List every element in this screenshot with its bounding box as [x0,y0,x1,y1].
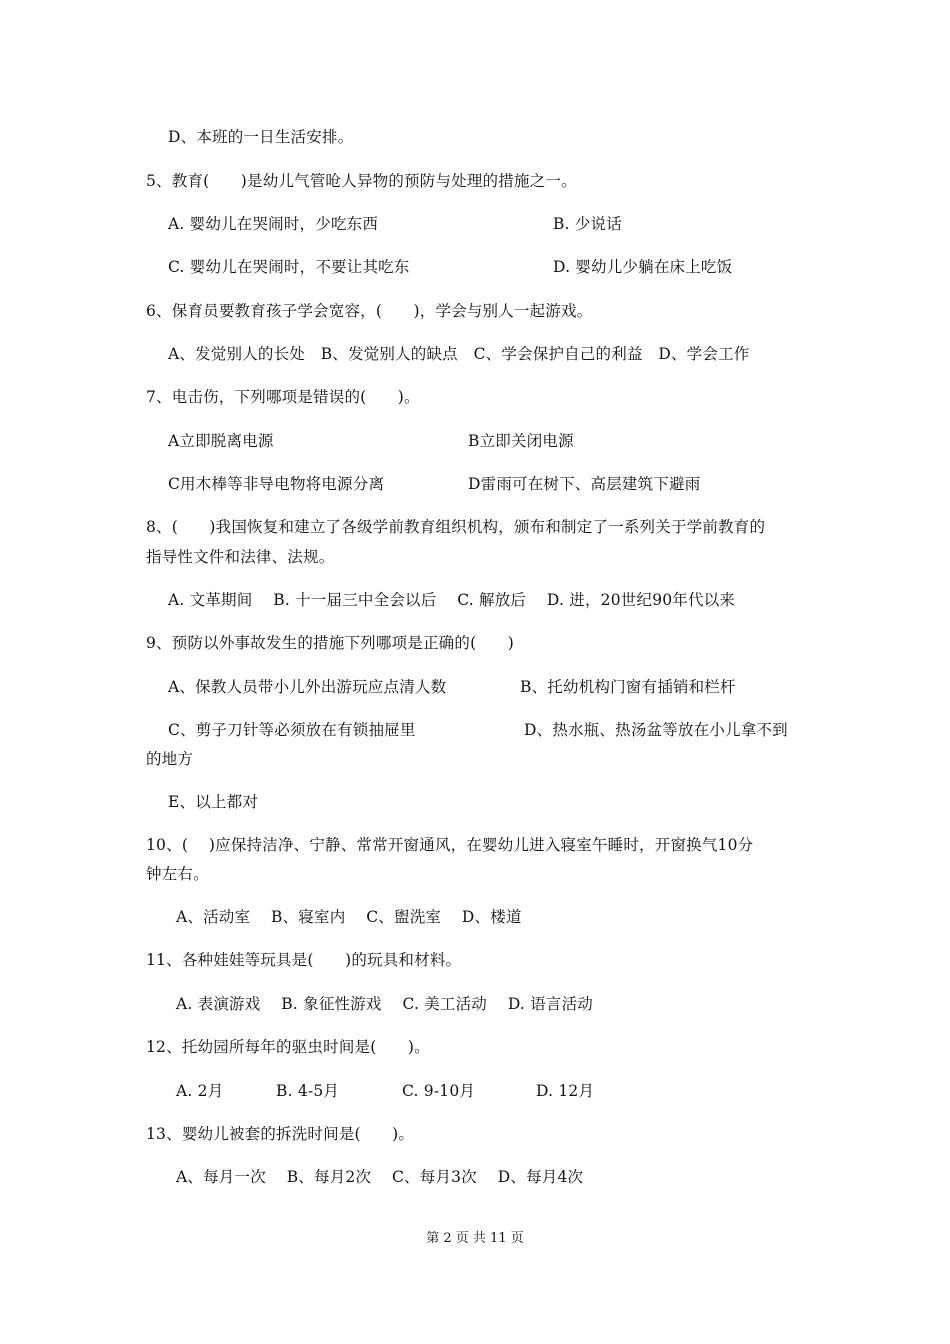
q7-question: 7、电击伤，下列哪项是错误的( )。 [146,388,420,406]
q13-options: A、每月一次 B、每月2次 C、每月3次 D、每月4次 [176,1168,584,1186]
q9-option-d-continued: 的地方 [146,750,194,768]
q11-options: A. 表演游戏 B. 象征性游戏 C. 美工活动 D. 语言活动 [176,995,593,1013]
q7-option-b: B立即关闭电源 [468,432,574,450]
q5-option-b: B. 少说话 [553,215,622,233]
q9-option-d: D、热水瓶、热汤盆等放在小儿拿不到 [524,721,788,739]
q5-question: 5、教育( )是幼儿气管呛人异物的预防与处理的措施之一。 [146,172,577,190]
q10-question-line2: 钟左右。 [146,865,209,883]
q7-option-d: D雷雨可在树下、高层建筑下避雨 [468,475,701,493]
q12-option-a: A. 2月 [176,1082,224,1100]
q5-option-d: D. 婴幼儿少躺在床上吃饭 [553,258,733,276]
q11-question: 11、各种娃娃等玩具是( )的玩具和材料。 [146,951,462,969]
q10-question-line1: 10、( )应保持洁净、宁静、常常开窗通风，在婴幼儿进入寝室午睡时，开窗换气10分 [146,836,754,854]
q4-option-d: D、本班的一日生活安排。 [168,128,354,146]
q6-question: 6、保育员要教育孩子学会宽容，( )，学会与别人一起游戏。 [146,302,593,320]
q7-option-c: C用木棒等非导电物将电源分离 [168,475,385,493]
q8-question-line2: 指导性文件和法律、法规。 [146,548,335,566]
q8-options: A. 文革期间 B. 十一届三中全会以后 C. 解放后 D. 进，20世纪90年代以来 [168,591,736,609]
q9-option-b: B、托幼机构门窗有插销和栏杆 [520,678,736,696]
q12-option-c: C. 9-10月 [402,1082,476,1100]
q6-options: A、发觉别人的长处 B、发觉别人的缺点 C、学会保护自己的利益 D、学会工作 [168,345,750,363]
q9-option-c: C、剪子刀针等必须放在有锁抽屉里 [168,721,416,739]
q10-options: A、活动室 B、寝室内 C、盥洗室 D、楼道 [176,908,522,926]
q8-question-line1: 8、( )我国恢复和建立了各级学前教育组织机构，颁布和制定了一系列关于学前教育的 [146,518,766,536]
q9-question: 9、预防以外事故发生的措施下列哪项是正确的( ) [146,634,514,652]
q13-question: 13、婴幼儿被套的拆洗时间是( )。 [146,1125,415,1143]
page-number-footer: 第 2 页 共 11 页 [426,1231,524,1246]
q9-option-a: A、保教人员带小儿外出游玩应点清人数 [168,678,447,696]
q12-question: 12、托幼园所每年的驱虫时间是( )。 [146,1038,430,1056]
q9-option-e: E、以上都对 [168,793,259,811]
q12-option-b: B. 4-5月 [276,1082,340,1100]
q12-option-d: D. 12月 [536,1082,595,1100]
q5-option-c: C. 婴幼儿在哭闹时，不要让其吃东 [168,258,410,276]
q5-option-a: A. 婴幼儿在哭闹时，少吃东西 [168,215,379,233]
q7-option-a: A立即脱离电源 [168,432,274,450]
